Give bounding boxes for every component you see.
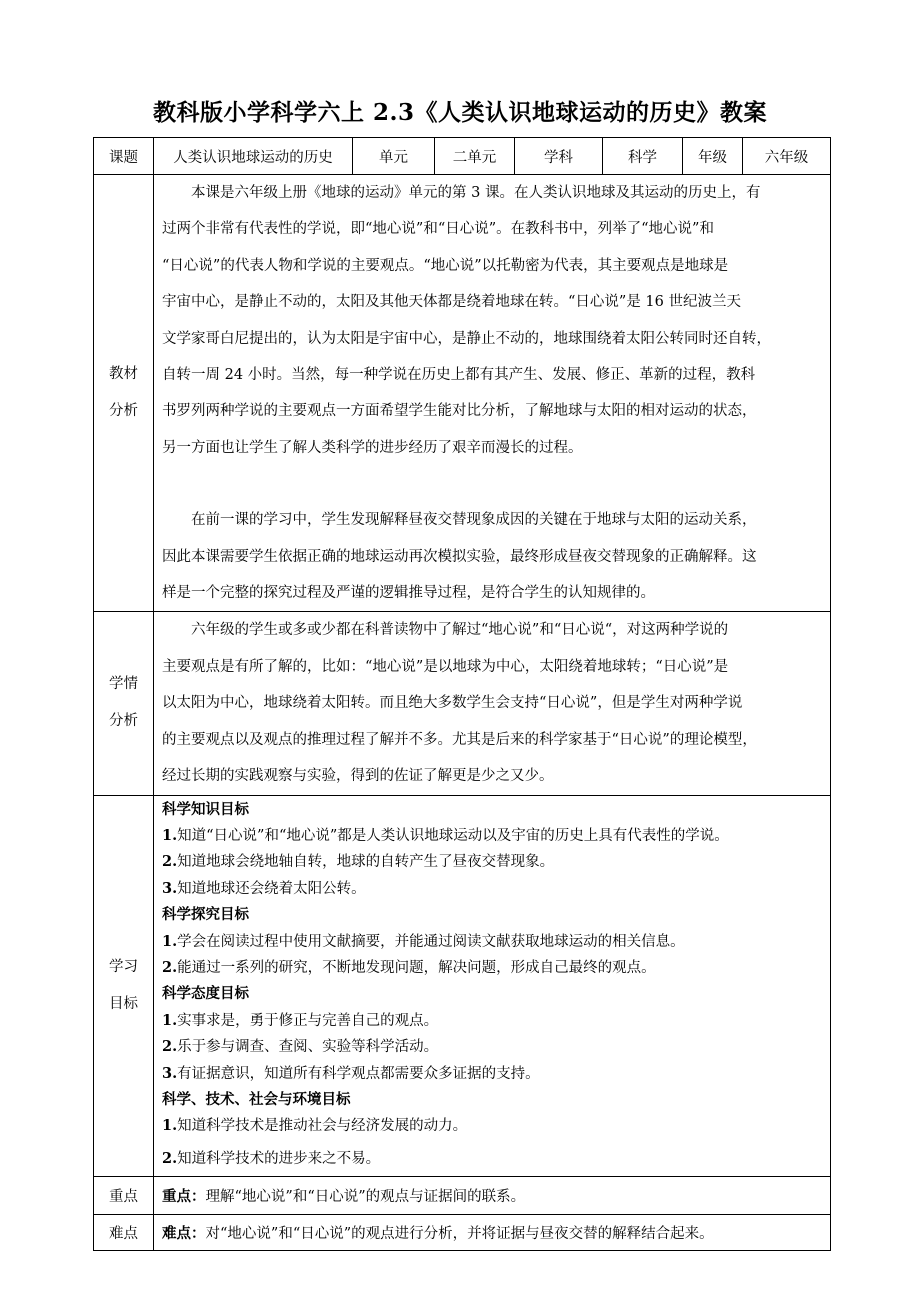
- textbook-analysis-row: [94, 175, 831, 612]
- objective-heading: 科学态度目标: [162, 985, 249, 1003]
- text-line: 样是一个完整的探究过程及严谨的逻辑推导过程，是符合学生的认知规律的。: [162, 585, 655, 602]
- difficult-point-prefix: 难点：: [162, 1225, 206, 1243]
- grade-label: 年级: [683, 138, 743, 175]
- objective-item: 2.知道地球会绕地轴自转，地球的自转产生了昼夜交替现象。: [162, 853, 555, 871]
- key-point-label: 重点: [94, 1177, 154, 1215]
- text-line: 在前一课的学习中，学生发现解释昼夜交替现象成因的关键在于地球与太阳的运动关系，: [191, 512, 757, 529]
- objective-item: 3.有证据意识，知道所有科学观点都需要众多证据的支持。: [162, 1064, 540, 1082]
- label-line: 学习: [109, 958, 138, 975]
- objective-heading: 科学探究目标: [162, 906, 249, 924]
- grade-value: 六年级: [743, 138, 831, 175]
- text-line: 的主要观点以及观点的推理过程了解并不多。尤其是后来的科学家基于“日心说”的理论模型，: [162, 731, 757, 748]
- text-line: 六年级的学生或多或少都在科普读物中了解过“地心说”和“日心说“，对这两种学说的: [191, 622, 729, 639]
- student-analysis-row: [94, 612, 831, 795]
- objective-item: 2.知道科学技术的进步来之不易。: [162, 1149, 381, 1167]
- topic-value: 人类认识地球运动的历史: [154, 138, 353, 175]
- difficult-point-content: [154, 1215, 831, 1251]
- lesson-plan-table: [93, 137, 831, 1251]
- textbook-analysis-content: [154, 175, 831, 612]
- label-line: 教材: [109, 366, 138, 383]
- paragraph-gap: [162, 466, 822, 502]
- text-line: 书罗列两种学说的主要观点一方面希望学生能对比分析，了解地球与太阳的相对运动的状态，: [162, 403, 757, 420]
- text-line: 另一方面也让学生了解人类科学的进步经历了艰辛而漫长的过程。: [162, 439, 583, 456]
- subject-value: 科学: [603, 138, 683, 175]
- text-line: 以太阳为中心，地球绕着太阳转。而且绝大多数学生会支持“日心说”，但是学生对两种学说: [162, 695, 743, 712]
- key-point-prefix: 重点：: [162, 1188, 206, 1206]
- student-analysis-label: [94, 612, 154, 795]
- document-title: 教科版小学科学六上 2.3《人类认识地球运动的历史》教案: [152, 99, 768, 126]
- header-row: [94, 138, 831, 175]
- learning-objectives-row: [94, 795, 831, 1177]
- text-line: 经过长期的实践观察与实验，得到的佐证了解更是少之又少。: [162, 768, 554, 785]
- text-line: 因此本课需要学生依据正确的地球运动再次模拟实验，最终形成昼夜交替现象的正确解释。这: [162, 548, 757, 565]
- difficult-point-text: 对“地心说”和“日心说”的观点进行分析，并将证据与昼夜交替的解释结合起来。: [205, 1226, 714, 1243]
- text-line: 本课是六年级上册《地球的运动》单元的第 3 课。在人类认识地球及其运动的历史上，有: [191, 185, 761, 201]
- topic-label: 课题: [94, 138, 154, 175]
- objective-item: 1.实事求是，勇于修正与完善自己的观点。: [162, 1011, 439, 1029]
- objective-heading: 科学、技术、社会与环境目标: [162, 1090, 351, 1108]
- objective-item: 2.能通过一系列的研究，不断地发现问题，解决问题，形成自己最终的观点。: [162, 958, 656, 976]
- unit-value: 二单元: [435, 138, 515, 175]
- objective-item: 1.知道“日心说”和“地心说”都是人类认识地球运动以及宇宙的历史上具有代表性的学说。: [162, 826, 729, 844]
- textbook-paragraph-1: [162, 175, 822, 466]
- objective-item: 2.乐于参与调查、查阅、实验等科学活动。: [162, 1038, 439, 1056]
- text-line: 自转一周 24 小时。当然，每一种学说在历史上都有其产生、发展、修正、革新的过程，教科: [162, 367, 756, 384]
- text-line: 宇宙中心，是静止不动的，太阳及其他天体都是绕着地球在转。“日心说”是 16 世纪波兰天: [162, 294, 741, 311]
- learning-objectives-label: [94, 795, 154, 1177]
- textbook-analysis-label: [94, 175, 154, 612]
- student-analysis-content: [154, 612, 831, 795]
- difficult-point-label: 难点: [94, 1215, 154, 1251]
- subject-label: 学科: [515, 138, 603, 175]
- difficult-point-row: [94, 1215, 831, 1251]
- label-line: 分析: [109, 713, 138, 730]
- text-line: 文学家哥白尼提出的，认为太阳是宇宙中心，是静止不动的，地球围绕着太阳公转同时还自转，: [162, 330, 771, 347]
- objective-item: 3.知道地球还会绕着太阳公转。: [162, 879, 366, 897]
- label-line: 学情: [109, 676, 138, 693]
- unit-label: 单元: [353, 138, 435, 175]
- objective-item: 1.学会在阅读过程中使用文献摘要，并能通过阅读文献获取地球运动的相关信息。: [162, 932, 685, 950]
- key-point-content: [154, 1177, 831, 1215]
- text-line: 过两个非常有代表性的学说，即“地心说”和“日心说”。在教科书中，列举了“地心说”和: [162, 221, 714, 238]
- objective-item: 1.知道科学技术是推动社会与经济发展的动力。: [162, 1117, 468, 1135]
- learning-objectives-content: [154, 795, 831, 1177]
- label-line: 分析: [109, 403, 138, 420]
- key-point-text: 理解“地心说”和“日心说”的观点与证据间的联系。: [205, 1189, 526, 1206]
- label-line: 目标: [109, 995, 138, 1012]
- text-line: “日心说”的代表人物和学说的主要观点。“地心说”以托勒密为代表，其主要观点是地球是: [162, 257, 729, 274]
- textbook-paragraph-2: [162, 502, 822, 611]
- objective-heading: 科学知识目标: [162, 800, 249, 818]
- text-line: 主要观点是有所了解的，比如：“地心说”是以地球为中心，太阳绕着地球转；“日心说”是: [162, 658, 729, 675]
- key-point-row: [94, 1177, 831, 1215]
